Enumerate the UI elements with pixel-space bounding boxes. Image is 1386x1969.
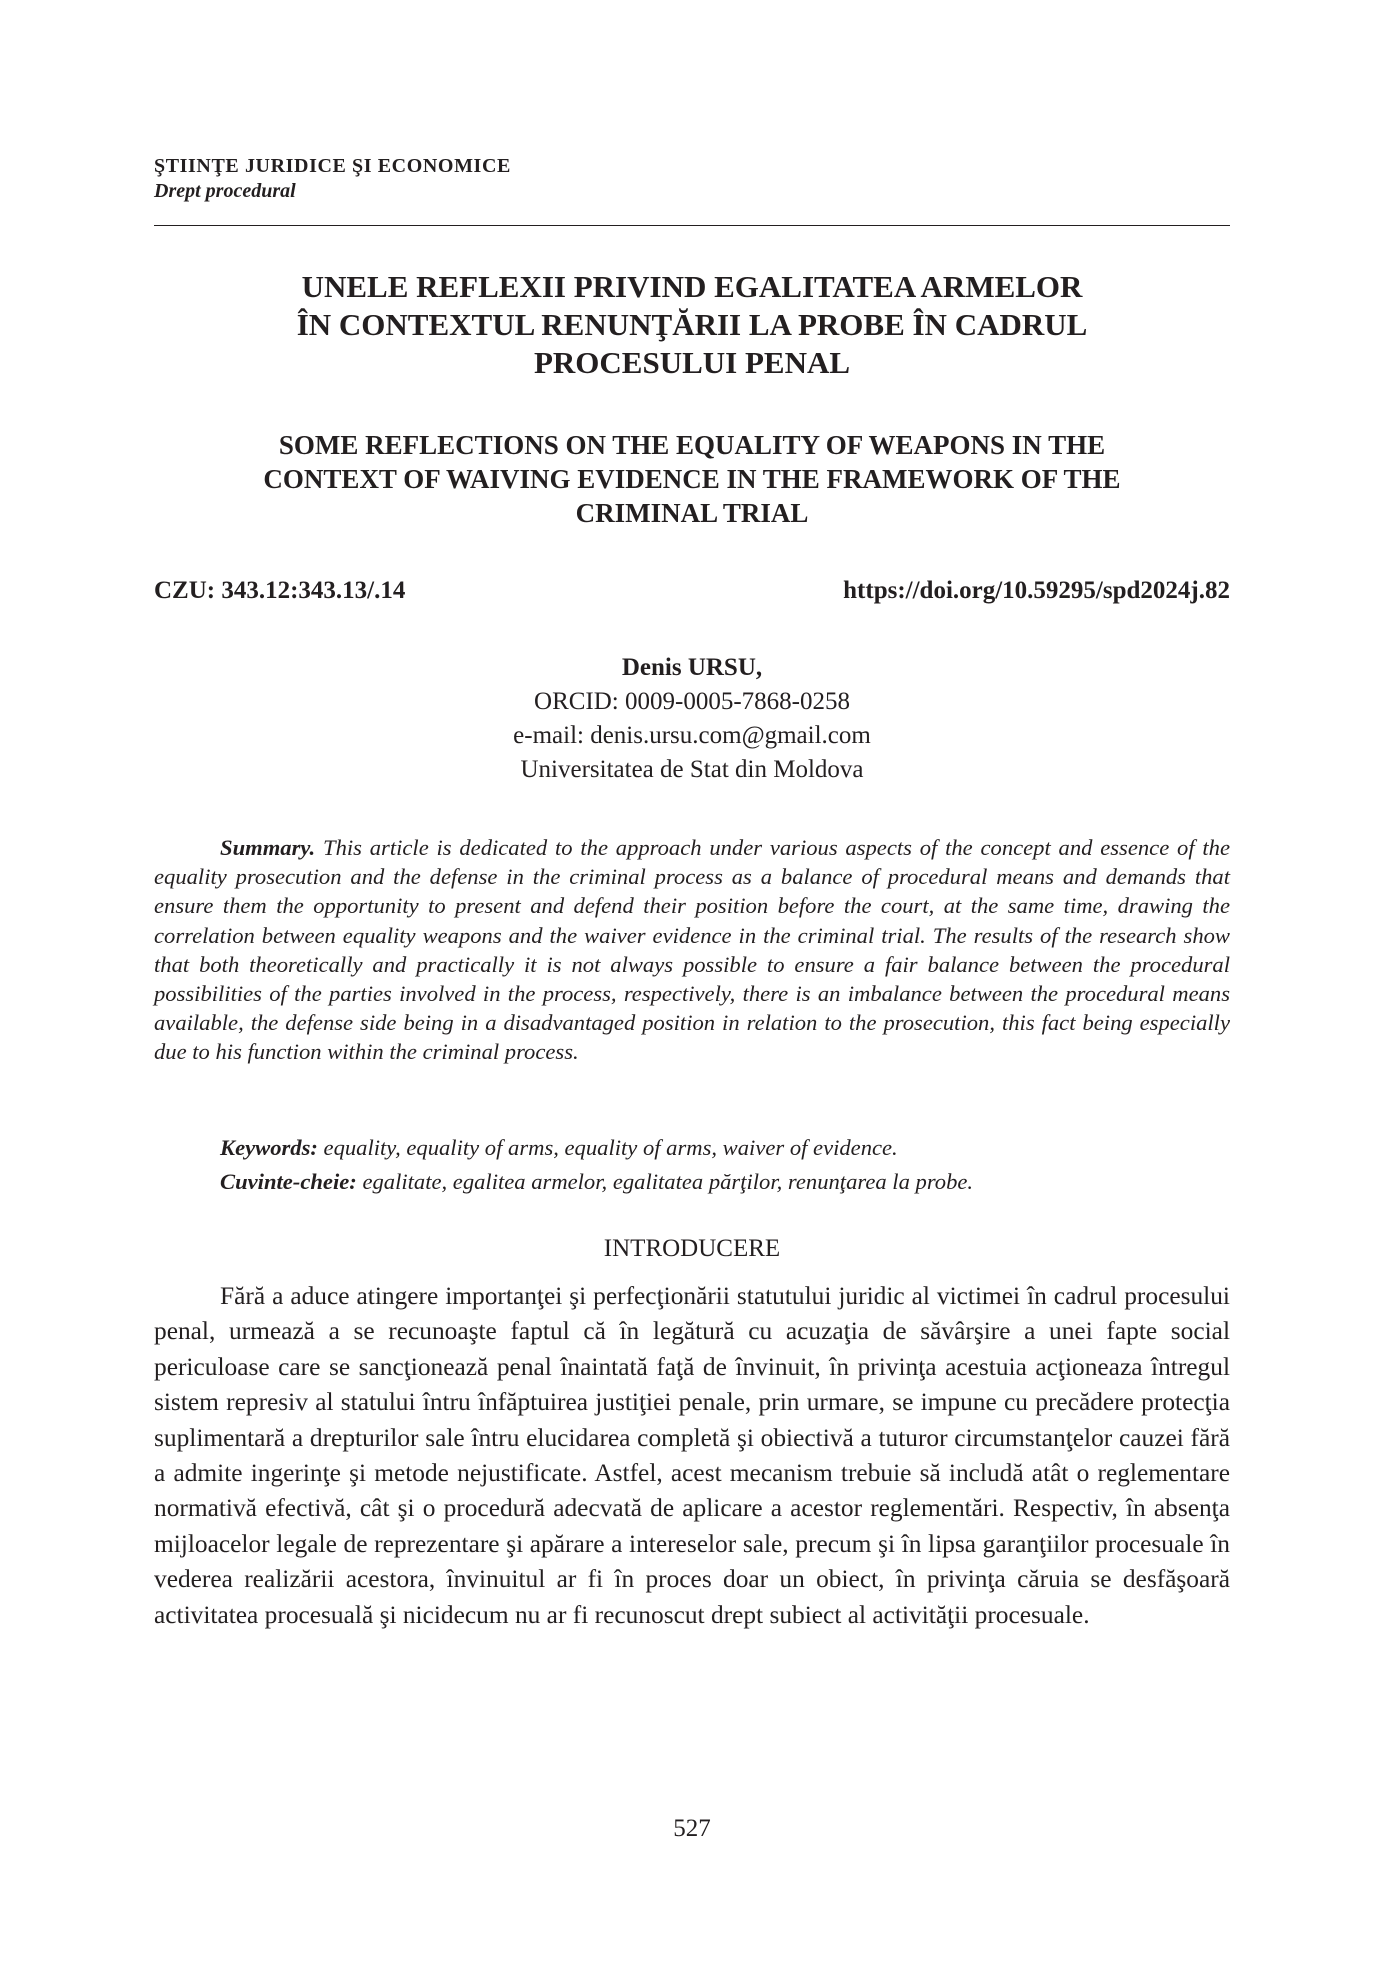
title-ro-line: ÎN CONTEXTUL RENUNŢĂRII LA PROBE ÎN CADRUL <box>296 307 1088 342</box>
author-block <box>154 651 1230 787</box>
abstract <box>154 833 1230 1067</box>
classification-row <box>154 577 1230 609</box>
running-header <box>154 154 1230 204</box>
document-page <box>154 0 1230 1969</box>
abstract-text: This article is dedicated to the approach under various aspects of the concept and essence of the equality prosecution and the defense in the criminal process as a balance of procedural means and demands that ensure them the opportunity to present and defend their position before the court, at the same time, drawing the correlation between equality weapons and the waiver evidence in the criminal trial. The results of the research show that both theoretically and practically it is not always possible to ensure a fair balance between the procedural possibilities of the parties involved in the process, respectively, there is an imbalance between the procedural means available, the defense side being in a disadvantaged position in relation to the prosecution, this fact being especially due to his function within the criminal process. <box>154 835 1230 1065</box>
title-en-line: CONTEXT OF WAIVING EVIDENCE IN THE FRAMEWORK OF THE <box>263 464 1121 494</box>
article-title-romanian <box>154 268 1230 382</box>
keywords-ro-label: Cuvinte-cheie: <box>220 1169 357 1194</box>
section-name: Drept procedural <box>154 180 296 202</box>
author-affiliation: Universitatea de Stat din Moldova <box>520 756 864 783</box>
section-heading: INTRODUCERE <box>603 1235 781 1262</box>
title-ro-line: UNELE REFLEXII PRIVIND EGALITATEA ARMELOR <box>301 269 1083 304</box>
keywords-ro-text: egalitate, egalitea armelor, egalitatea părţilor, renunţarea la probe. <box>356 1169 974 1194</box>
keywords-en-label: Keywords: <box>220 1135 318 1160</box>
keywords-en-text: equality, equality of arms, equality of arms, waiver of evidence. <box>317 1135 898 1160</box>
author-name: Denis URSU, <box>621 654 763 681</box>
title-en-line: CRIMINAL TRIAL <box>575 498 809 528</box>
article-title-english <box>154 428 1230 530</box>
author-orcid: ORCID: 0009-0005-7868-0258 <box>534 688 850 715</box>
abstract-label: Summary. <box>220 835 316 860</box>
title-en-line: SOME REFLECTIONS ON THE EQUALITY OF WEAPONS IN THE <box>278 430 1106 460</box>
czu-code: CZU: 343.12:343.13/.14 <box>154 577 406 604</box>
body-paragraph: Fără a aduce atingere importanţei şi perfecţionării statutului juridic al victimei în cadrul procesului penal, urmează a se recunoaşte faptul că în legătură cu acuzaţia de săvârşire a unei fapte social periculoase care se sancţionează penal înaintată faţă de învinuit, în privinţa acestuia acţioneaza întregul sistem represiv al statului întru înfăptuirea justiţiei penale, prin urmare, se impune cu precădere protecţia suplimentară a drepturilor sale întru elucidarea completă şi obiectivă a tuturor circumstanţelor cauzei fără a admite ingerinţe şi metode nejustificate. Astfel, acest mecanism trebuie să includă atât o reglementare normativă efectivă, cât şi o procedură adecvată de aplicare a acestor reglementări. Respectiv, în absenţa mijloacelor legale de reprezentare şi apărare a intereselor sale, precum şi în lipsa garanţiilor procesuale în vederea realizării acestora, învinuitul ar fi în proces doar un obiect, în privinţa căruia se desfăşoară activitatea procesuală şi nicidecum nu ar fi recunoscut drept subiect al activităţii procesuale. <box>154 1282 1230 1629</box>
keywords-english <box>220 1133 1230 1162</box>
journal-name: ŞTIINŢE JURIDICE ŞI ECONOMICE <box>154 155 511 177</box>
page-number: 527 <box>673 1815 711 1842</box>
title-ro-line: PROCESULUI PENAL <box>533 345 851 380</box>
keywords-romanian <box>220 1167 1230 1196</box>
header-rule <box>154 225 1230 226</box>
doi-link[interactable]: https://doi.org/10.59295/spd2024j.82 <box>843 577 1230 604</box>
author-email[interactable]: e-mail: denis.ursu.com@gmail.com <box>513 722 871 749</box>
